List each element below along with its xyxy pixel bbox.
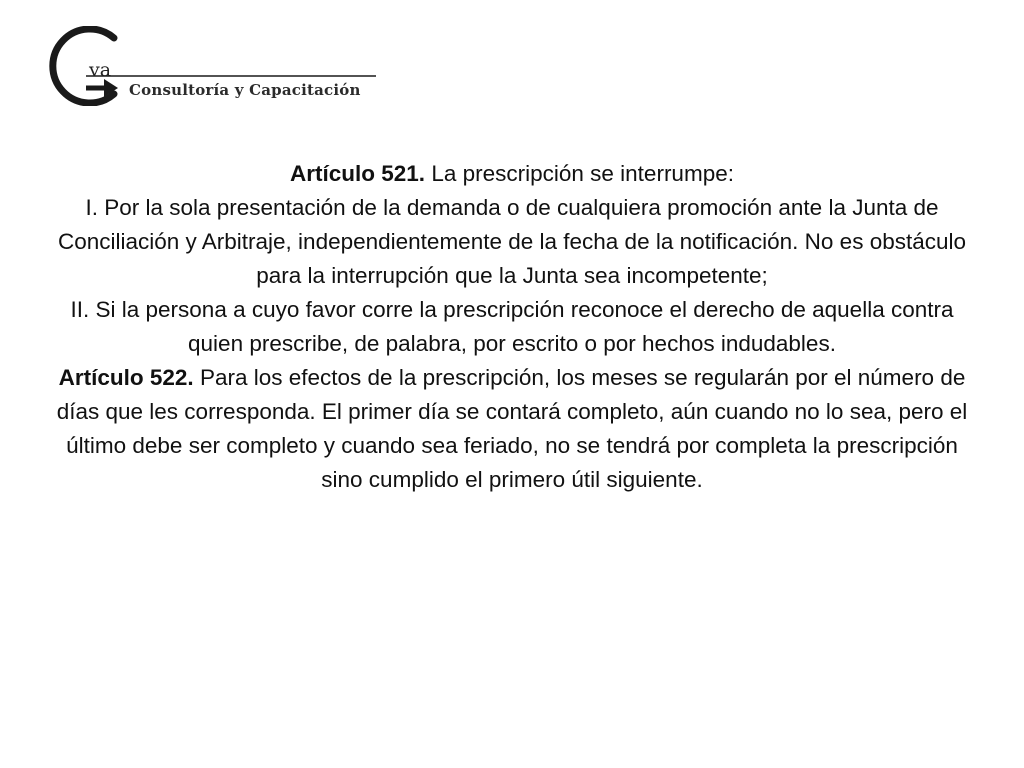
article-522-heading: Artículo 522. <box>58 365 194 390</box>
article-522-text: Para los efectos de la prescripción, los meses se regularán por el número de días que les corresponda. El primer día se contará completo, aún cuando no lo sea, pero el último debe ser completo y cuando sea feriado, no se tendrá por completa la prescripción sino cumplido el primero útil siguiente. <box>56 365 968 492</box>
company-logo <box>26 26 386 106</box>
article-521-intro: La prescripción se interrumpe: <box>431 161 734 186</box>
article-521-paragraph <box>50 157 974 191</box>
article-521-item-1: I. Por la sola presentación de la demanda o de cualquiera promoción ante la Junta de Conciliación y Arbitraje, independientemente de la fecha de la notificación. No es obstáculo para la interrupción que la Junta sea incompetente; <box>57 195 967 288</box>
logo-company-name: Consultoría y Capacitación <box>129 81 361 99</box>
logo-va-text: va <box>89 59 112 81</box>
article-521-item-2: II. Si la persona a cuyo favor corre la prescripción reconoce el derecho de aquella contra quien prescribe, de palabra, por escrito o por hechos indudables. <box>70 297 954 356</box>
article-522-paragraph <box>50 361 974 497</box>
article-body <box>50 157 974 497</box>
article-521-heading: Artículo 521. <box>290 161 426 186</box>
